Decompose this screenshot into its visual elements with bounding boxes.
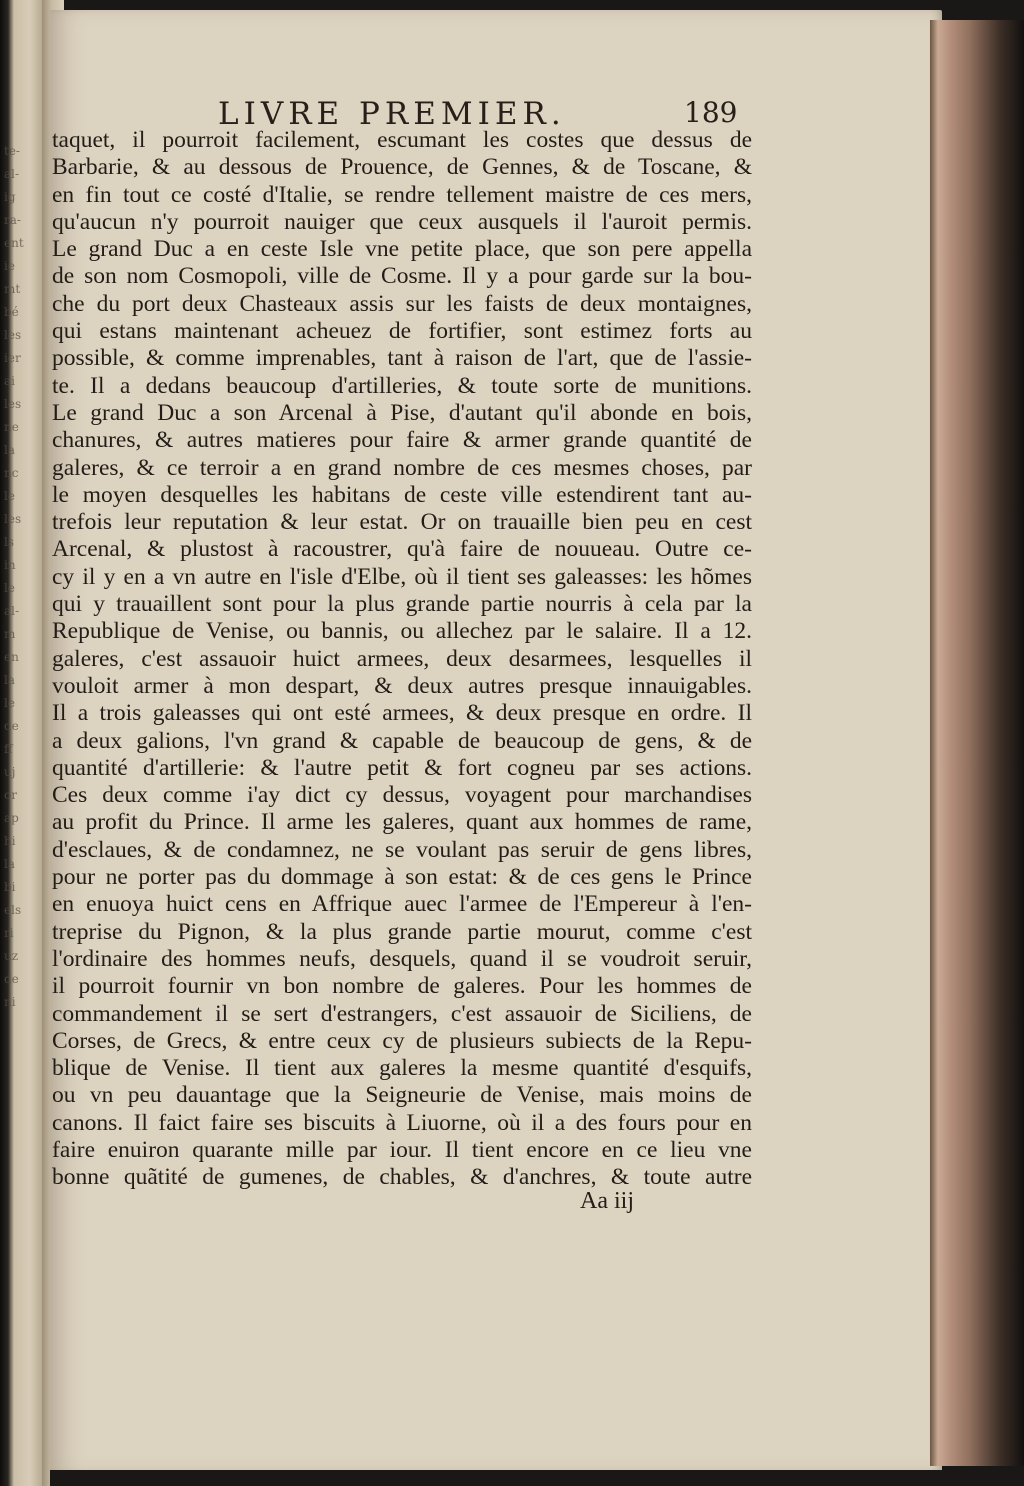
- text-line: galeres, & ce terroir a en grand nombre de ces mesmes choses, par: [52, 454, 752, 481]
- facing-page-fragment: la: [4, 673, 15, 687]
- text-line: faire enuiron quarante mille par iour. Il tient encore en ce lieu vne: [52, 1136, 752, 1163]
- facing-page-fragment: mt: [4, 282, 21, 296]
- page-number: 189: [684, 96, 738, 129]
- facing-page-fragment: bi: [4, 880, 16, 894]
- facing-page-fragment: al-: [4, 604, 20, 618]
- text-line: canons. Il faict faire ses biscuits à Liuorne, où il a des fours pour en: [52, 1109, 752, 1136]
- text-line: Republique de Venise, ou bannis, ou allechez par le salaire. Il a 12.: [52, 618, 752, 645]
- facing-page-fragment: la: [4, 857, 15, 871]
- facing-page-fragment: ri: [4, 926, 14, 940]
- facing-page-fragment: les: [4, 328, 22, 342]
- facing-page-edge: [0, 0, 42, 1486]
- facing-page-fragment: le: [4, 489, 15, 503]
- text-line: Barbarie, & au dessous de Prouence, de Gennes, & de Toscane, &: [52, 154, 752, 181]
- facing-page-fragment: m: [4, 627, 16, 641]
- text-line: treprise du Pignon, & la plus grande partie mourut, comme c'est: [52, 918, 752, 945]
- signature-mark: Aa iij: [580, 1188, 634, 1214]
- facing-page-fragment: la: [4, 443, 15, 457]
- text-line: cy il y en a vn autre en l'isle d'Elbe, où il tient ses galeasses: les hõmes: [52, 563, 752, 590]
- text-line: qui estans maintenant acheuez de fortifier, sont estimez forts au: [52, 318, 752, 345]
- text-line: vouloit armer à mon despart, & deux autres presque innauigables.: [52, 672, 752, 699]
- facing-page-fragment: ni: [4, 995, 16, 1009]
- text-line: quantité d'artillerie: & l'autre petit & fort cogneu par ses actions.: [52, 754, 752, 781]
- text-line: che du port deux Chasteaux assis sur les faists de deux montaignes,: [52, 290, 752, 317]
- text-line: taquet, il pourroit facilement, escumant les costes que dessus de: [52, 127, 752, 153]
- text-line: trefois leur reputation & leur estat. Or on trauaille bien peu en cest: [52, 509, 752, 536]
- facing-page-fragment: els: [4, 903, 22, 917]
- book-fore-edge: [930, 20, 1024, 1466]
- facing-page-fragment: uj: [4, 765, 16, 779]
- text-line: bonne quãtité de gumenes, de chables, & d'anchres, & toute autre: [52, 1164, 752, 1191]
- facing-page-fragment: nc: [4, 466, 19, 480]
- text-line: Corses, de Grecs, & entre ceux cy de plusieurs subiects de la Repu-: [52, 1027, 752, 1054]
- facing-page-fragment: ap: [4, 811, 19, 825]
- text-line: qui y trauaillent sont pour la plus grande partie nourris à cela par la: [52, 591, 752, 618]
- facing-page-fragment: le: [4, 696, 15, 710]
- text-line: l'ordinaire des hommes neufs, desquels, quand il se voudroit seruir,: [52, 945, 752, 972]
- text-line: te. Il a dedans beaucoup d'artilleries, & toute sorte de munitions.: [52, 372, 752, 399]
- text-line: galeres, c'est assauoir huict armees, deux desarmees, lesquelles il: [52, 645, 752, 672]
- facing-page-fragment: uz: [4, 949, 19, 963]
- facing-page-margin-text: [4, 140, 40, 1014]
- text-line: blique de Venise. Il tient aux galeres la mesme quantité d'esquifs,: [52, 1055, 752, 1082]
- facing-page-fragment: le: [4, 581, 15, 595]
- text-line: possible, & comme imprenables, tant à raison de l'art, que de l'assie-: [52, 345, 752, 372]
- text-line: Ces deux comme i'ay dict cy dessus, voyagent pour marchandises: [52, 782, 752, 809]
- text-line: a deux galions, l'vn grand & capable de beaucoup de gens, & de: [52, 727, 752, 754]
- text-line: d'esclaues, & de condamnez, ne se voulant pas seruir de gens libres,: [52, 836, 752, 863]
- running-title: LIVRE PREMIER.: [218, 96, 566, 132]
- facing-page-fragment: de: [4, 719, 19, 733]
- facing-page-fragment: ra-: [4, 213, 21, 227]
- text-line: de son nom Cosmopoli, ville de Cosme. Il y a pour garde sur la bou-: [52, 263, 752, 290]
- text-line: en enuoya huict cens en Affrique auec l'armee de l'Empereur à l'en-: [52, 891, 752, 918]
- facing-page-fragment: bé: [4, 305, 19, 319]
- facing-page-fragment: ff: [4, 742, 13, 756]
- text-line: ou vn peu dauantage que la Seigneurie de Venise, mais moins de: [52, 1082, 752, 1109]
- facing-page-fragment: in: [4, 558, 16, 572]
- facing-page-fragment: ent: [4, 236, 24, 250]
- facing-page-fragment: ai: [4, 374, 15, 388]
- facing-page-fragment: ie: [4, 259, 15, 273]
- facing-page-fragment: en: [4, 650, 19, 664]
- text-line: Le grand Duc a son Arcenal à Pise, d'autant qu'il abonde en bois,: [52, 399, 752, 426]
- facing-page-fragment: ne: [4, 420, 19, 434]
- text-line: en fin tout ce costé d'Italie, se rendre tellement maistre de ces mers,: [52, 181, 752, 208]
- facing-page-fragment: te-: [4, 144, 20, 158]
- facing-page-fragment: ls: [4, 535, 14, 549]
- text-line: au profit du Prince. Il arme les galeres, quant aux hommes de rame,: [52, 809, 752, 836]
- text-line: chanures, & autres matieres pour faire & armer grande quantité de: [52, 427, 752, 454]
- bottom-background: [50, 1470, 950, 1486]
- facing-page-fragment: ig: [4, 190, 16, 204]
- facing-page-fragment: or: [4, 788, 17, 802]
- text-line: commandement il se sert d'estrangers, c'est assauoir de Siciliens, de: [52, 1000, 752, 1027]
- facing-page-fragment: de: [4, 972, 19, 986]
- text-line: Il a trois galeasses qui ont esté armees, & deux presque en ordre. Il: [52, 700, 752, 727]
- text-line: pour ne porter pas du dommage à son estat: & de ces gens le Prince: [52, 864, 752, 891]
- facing-page-fragment: ier: [4, 351, 21, 365]
- facing-page-fragment: al-: [4, 167, 20, 181]
- body-text: [52, 127, 752, 1192]
- text-line: le moyen desquelles les habitans de ceste ville estendirent tant au-: [52, 481, 752, 508]
- text-line: Le grand Duc a en ceste Isle vne petite place, que son pere appella: [52, 236, 752, 263]
- facing-page-fragment: hi: [4, 834, 16, 848]
- text-line: Arcenal, & plustost à racoustrer, qu'à faire de nouueau. Outre ce-: [52, 536, 752, 563]
- facing-page-fragment: les: [4, 397, 22, 411]
- text-line: qu'aucun n'y pourroit nauiger que ceux ausquels il l'auroit permis.: [52, 208, 752, 235]
- text-line: il pourroit fournir vn bon nombre de galeres. Pour les hommes de: [52, 973, 752, 1000]
- facing-page-fragment: les: [4, 512, 22, 526]
